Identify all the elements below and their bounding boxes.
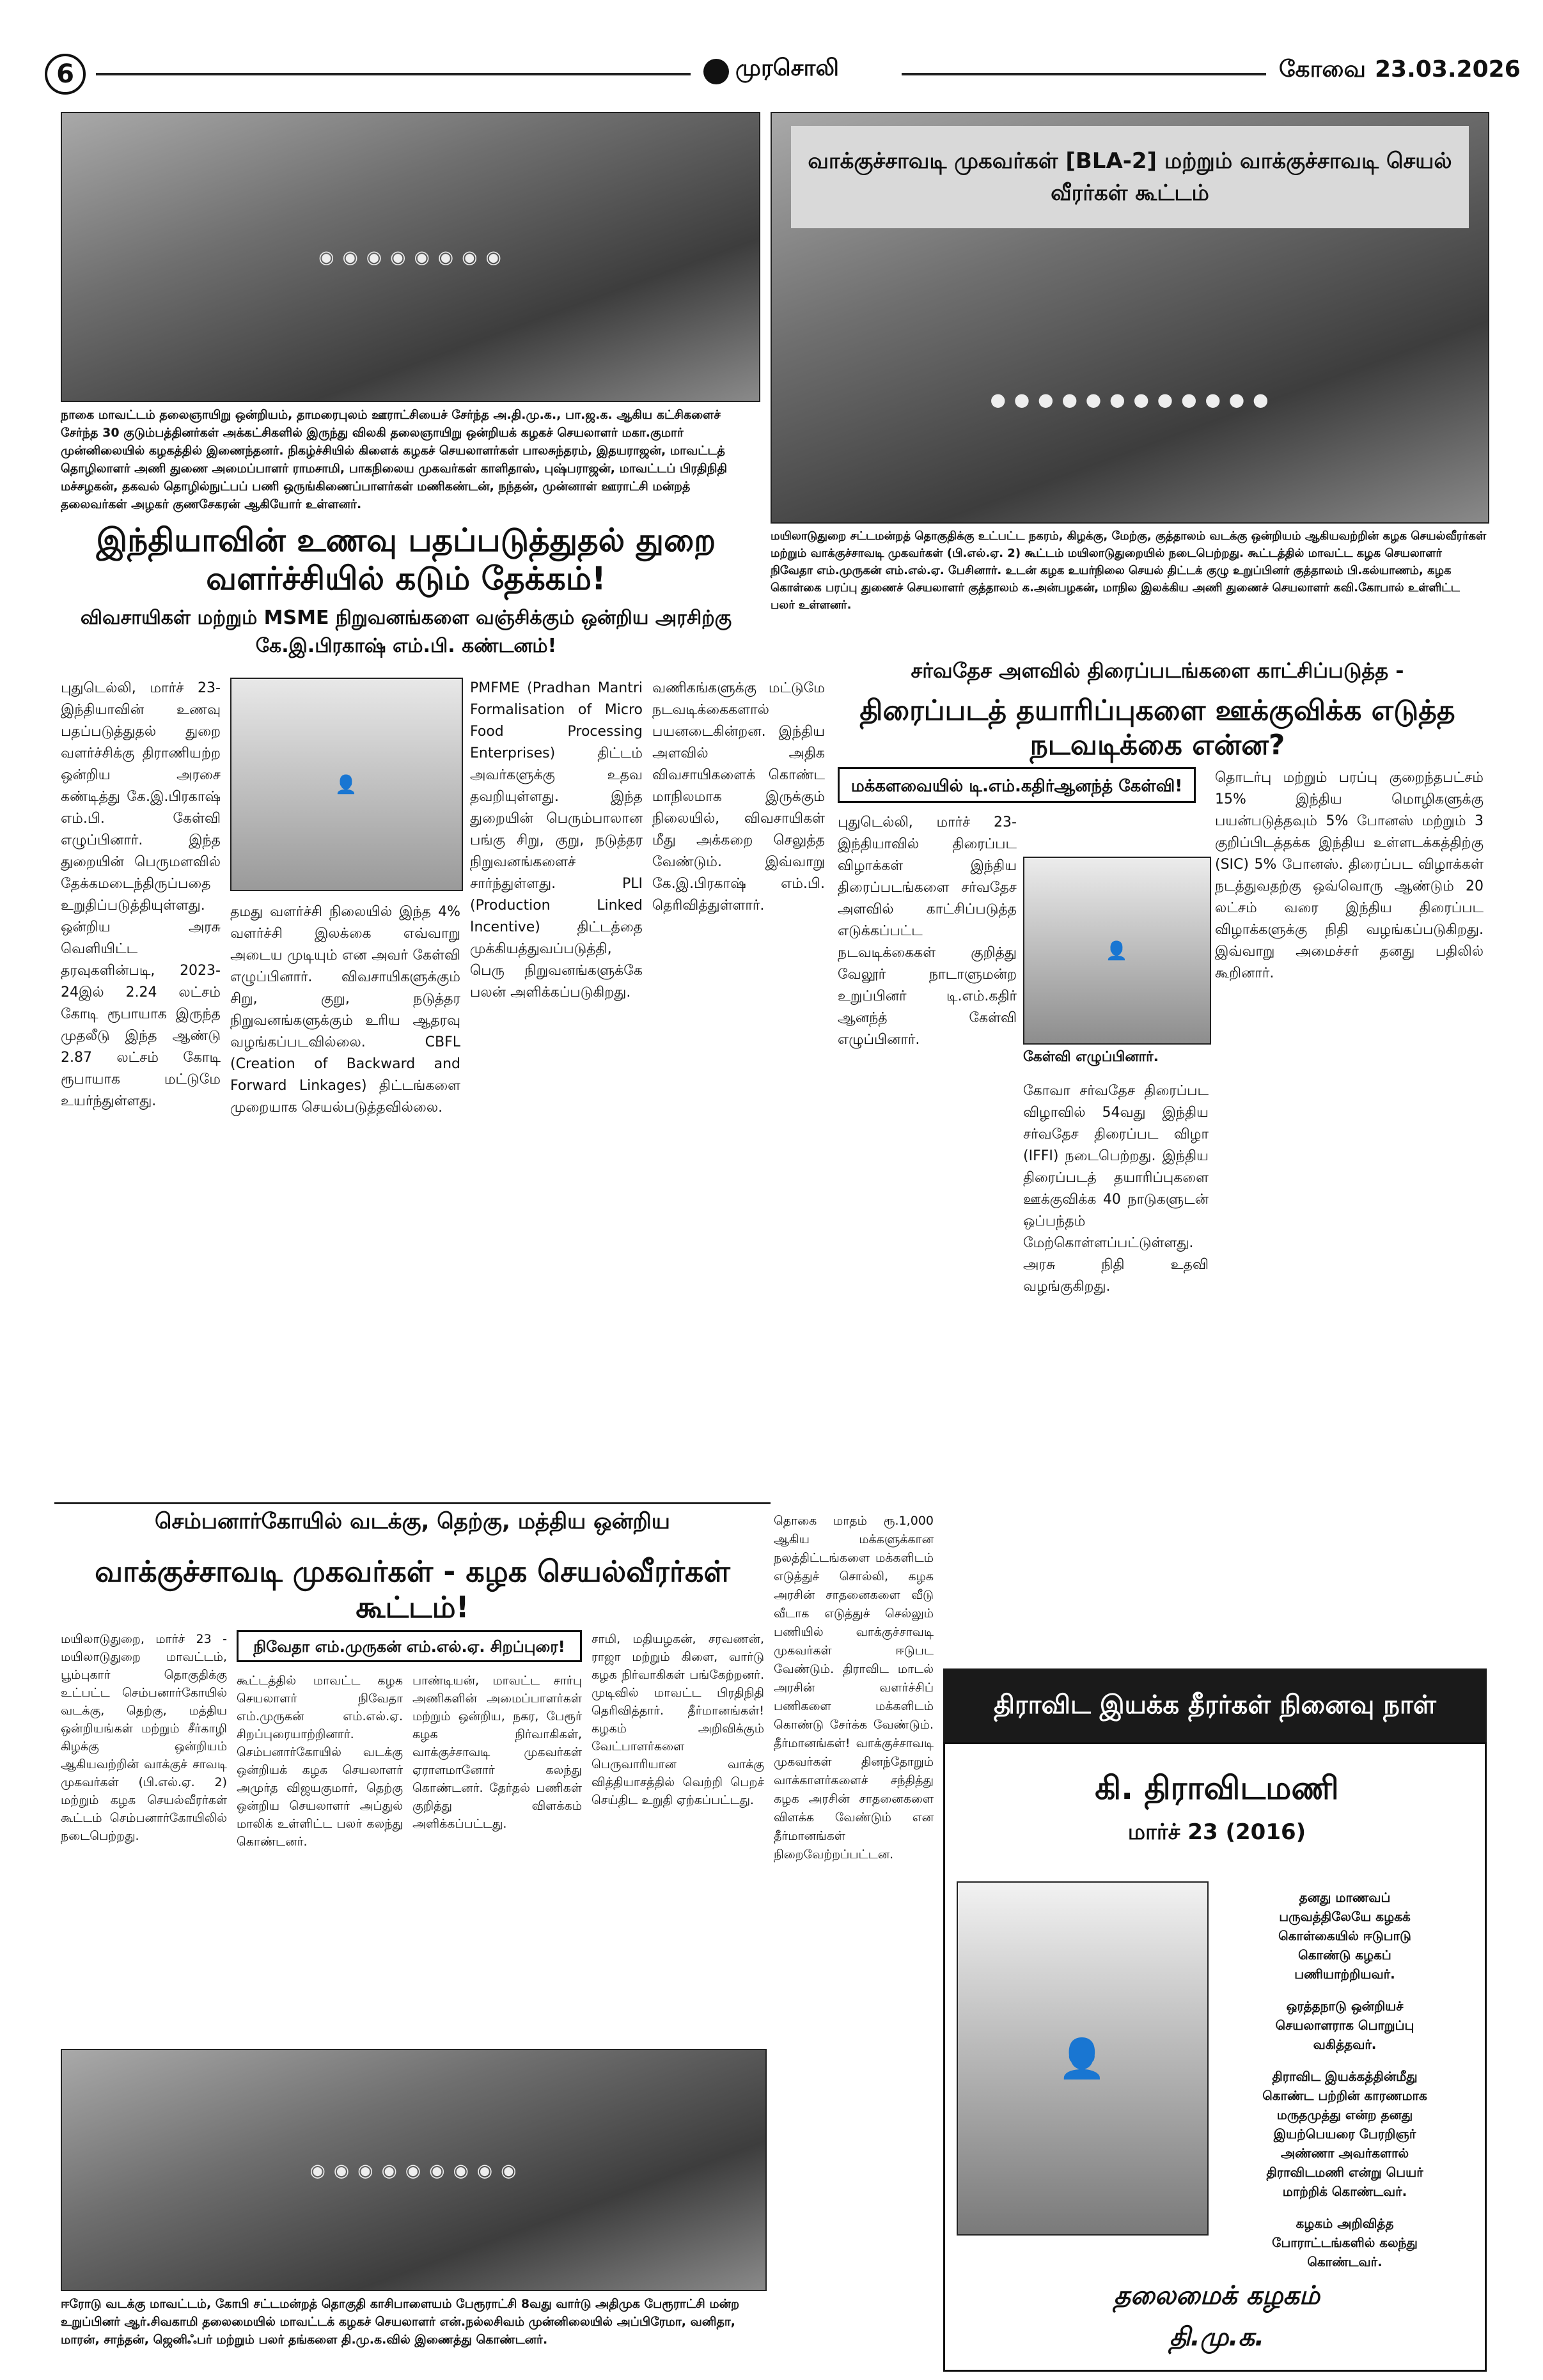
page-number: 6 [45, 54, 86, 95]
film-col-3: தொடர்பு மற்றும் பரப்பு குறைந்தபட்சம் 15% இந்திய மொழிகளுக்கு பயன்படுத்தவும் 5% போனஸ் மற்றும் 3 குறிப்பிடத்தக்க இந்திய உள்ளடக்கத்திற்கு (SIC) 5% போனஸ். திரைப்பட விழாக்கள் நடத்துவதற்கு ஒவ்வொரு ஆண்டும் 20 லட்சம் வரை இந்திய திரைப்பட விழாக்களுக்கு நிதி வழங்கப்படுகிறது. இவ்வாறு அமைச்சர் தனது பதிலில் கூறினார். [1215, 770, 1484, 981]
bio-line: கொள்கையில் ஈடுபாடு [1278, 1928, 1411, 1943]
people-group-image: ◉ ◉ ◉ ◉ ◉ ◉ ◉ ◉ [318, 246, 503, 268]
kathir-anand-portrait [1023, 857, 1211, 1045]
masthead [45, 50, 1521, 96]
bio-line: ஒரத்தநாடு ஒன்றியச் [1286, 1998, 1404, 2014]
bottom-photo [61, 2049, 767, 2291]
booth-kicker: செம்பனார்கோயில் வடக்கு, தெற்கு, மத்திய ஒன்றிய [155, 1509, 670, 1534]
bio-line: செயலாளராக பொறுப்பு [1275, 2018, 1414, 2033]
bio-line: அண்ணா அவர்களால் [1280, 2145, 1409, 2161]
city: கோவை [1279, 56, 1366, 82]
booth-col-4: சாமி, மதியழகன், சரவணன், ராஜா மற்றும் கிளை, வார்டு கழக நிர்வாகிகள் பங்கேற்றனர். முடிவில் மாவட்ட பிரதிநிதி தெரிவித்தார். தீர்மானங்கள்! கழகம் அறிவிக்கும் வேட்பாளர்களை பெருவாரியான வாக்கு வித்தியாசத்தில் வெற்றி பெறச் செய்திட உறுதி ஏற்கப்பட்டது. [591, 1632, 764, 1807]
bio-line: திராவிடமணி என்று பெயர் [1266, 2165, 1423, 2180]
bio-line: திராவிட இயக்கத்தின்மீது [1272, 2069, 1418, 2084]
memorial-bio [1214, 1888, 1476, 2284]
booth-col-1: மயிலாடுதுறை, மார்ச் 23 - மயிலாடுதுறை மாவட்டம், பூம்புகார் தொகுதிக்கு உட்பட்ட செம்பனார்கோயில் வடக்கு, தெற்கு, மத்திய ஒன்றியங்கள் மற்றும் சீர்காழி கிழக்கு ஒன்றியம் ஆகியவற்றின் வாக்குச் சாவடி முகவர்கள் (பி.எல்.ஏ. 2) மற்றும் கழக செயல்வீரர்கள் கூட்டம் செம்பனார்கோயிலில் நடைபெற்றது. [61, 1632, 227, 1843]
bio-line: இயற்பெயரை பேரறிஞர் [1273, 2126, 1416, 2142]
film-headline: திரைப்படத் தயாரிப்புகளை ஊக்குவிக்க எடுத்த நடவடிக்கை என்ன? [859, 694, 1455, 761]
portrait-icon-2: 👤 [1105, 940, 1129, 961]
bio-line: பணியாற்றியவர். [1294, 1966, 1395, 1982]
top-left-photo [61, 112, 760, 402]
bio-line: கழகம் அறிவித்த [1296, 2216, 1394, 2231]
masthead-rule-left [96, 73, 691, 75]
booth-headline: வாக்குச்சாவடி முகவர்கள் - கழக செயல்வீரர்கள் கூட்டம்! [95, 1554, 730, 1624]
bio-line: போராட்டங்களில் கலந்து [1272, 2235, 1418, 2250]
film-col-1: புதுடெல்லி, மார்ச் 23- இந்தியாவில் திரைப்பட விழாக்கள் இந்திய திரைப்படங்களை சர்வதேச அளவில் காட்சிப்படுத்த எடுக்கப்பட்ட நடவடிக்கைகள் குறித்து வேலூர் நாடாளுமன்ற உறுப்பினர் டி.எம்.கதிர் ஆனந்த் கேள்வி எழுப்பினார். [838, 814, 1017, 1048]
film-kicker: சர்வதேச அளவில் திரைப்படங்களை காட்சிப்படுத்த - [911, 658, 1404, 683]
film-col-2: கோவா சர்வதேச திரைப்பட விழாவில் 54வது இந்திய சர்வதேச திரைப்பட விழா (IFFI) நடைபெற்றது. இந்திய திரைப்படத் தயாரிப்புகளை ஊக்குவிக்க 40 நாடுகளுடன் ஒப்பந்தம் மேற்கொள்ளப்பட்டுள்ளது. அரசு நிதி உதவி வழங்குகிறது. [1023, 1083, 1209, 1295]
prakash-portrait [230, 678, 463, 891]
bio-line: கொண்ட பற்றின் காரணமாக [1262, 2088, 1427, 2103]
bio-line: மருதமுத்து என்ற தனது [1276, 2107, 1413, 2122]
portrait-icon-3: 👤 [1058, 2036, 1108, 2081]
group-image-2: ◉ ◉ ◉ ◉ ◉ ◉ ◉ ◉ ◉ [309, 2159, 518, 2181]
logo-icon [703, 59, 729, 84]
top-right-photo-caption: மயிலாடுதுறை சட்டமன்றத் தொகுதிக்கு உட்பட்ட நகரம், கிழக்கு, மேற்கு, குத்தாலம் வடக்கு ஒன்றியம் ஆகியவற்றின் கழக செயல்வீரர்கள் மற்றும் வாக்குச்சாவடி முகவர்கள் (பி.எல்.ஏ. 2) கூட்டம் மயிலாடுதுறையில் நடைபெற்றது. கூட்டத்தில் மாவட்ட கழக செயலாளர் நிவேதா எம்.முருகன் எம்.எல்.ஏ. பேசினார். உடன் கழக உயர்நிலை செயல் திட்டக் குழு உறுப்பினர் குத்தாலம் பி.கல்யாணம், கழக கொள்கை பரப்பு துணைச் செயலாளர் குத்தாலம் க.அன்பழகன், மாநில இலக்கிய அணி துணைச் செயலாளர் கவி.கோபால் உள்ளிட்ட பலர் உள்ளனர். [771, 529, 1487, 612]
lead-col-4: வணிகங்களுக்கு மட்டுமே நடவடிக்கைகளால் பயனடைகின்றன. இந்திய அளவில் அதிக விவசாயிகளைக் கொண்ட மாநிலமாக இருக்கும் நிலையில், விவசாயிகள் மீது அக்கறை செலுத்த வேண்டும். இவ்வாறு கே.இ.பிரகாஷ் எம்.பி. தெரிவித்துள்ளார். [652, 680, 825, 914]
bottom-photo-caption: ஈரோடு வடக்கு மாவட்டம், கோபி சட்டமன்றத் தொகுதி காசிபாளையம் பேரூராட்சி 8வது வார்டு அதிமுக பேரூராட்சி மன்ற உறுப்பினர் ஆர்.சிவகாமி தலைமையில் மாவட்டக் கழகச் செயலாளர் என்.நல்லசிவம் முன்னிலையில் அப்பிரேமா, வனிதா, மாரன், சாந்தன், ஜெனிஃபர் மற்றும் பலர் தங்களை தி.மு.க.வில் இணைத்து கொண்டனர். [61, 2297, 740, 2347]
lead-headline: இந்தியாவின் உணவு பதப்படுத்துதல் துறை வளர்ச்சியில் கடும் தேக்கம்! [96, 522, 716, 597]
memorial-sign-2: தி.மு.க. [1169, 2322, 1265, 2352]
bio-line: கொண்டு கழகப் [1298, 1947, 1391, 1963]
lead-col-2: தமது வளர்ச்சி நிலையில் இந்த 4% வளர்ச்சி இலக்கை எவ்வாறு அடைய முடியும் என அவர் கேள்வி எழுப்பினார். விவசாயிகளுக்கும் சிறு, குறு, நடுத்தர நிறுவனங்களுக்கும் உரிய ஆதரவு வழங்கப்படவில்லை. CBFL (Creation of Backward and Forward Linkages) திட்டங்களை முறையாக செயல்படுத்தவில்லை. [230, 904, 460, 1116]
film-tag: மக்களவையில் டி.எம்.கதிர்ஆனந்த் கேள்வி! [838, 767, 1196, 803]
section-divider [54, 1502, 771, 1504]
film-photo-caption: கேள்வி எழுப்பினார். [1023, 1049, 1159, 1065]
booth-tag: நிவேதா எம்.முருகன் எம்.எல்.ஏ. சிறப்புரை! [237, 1630, 582, 1662]
portrait-icon: 👤 [334, 774, 359, 795]
paper-name: முரசொலி [735, 55, 839, 81]
memorial-header: திராவிட இயக்க தீரர்கள் நினைவு நாள் [943, 1668, 1487, 1742]
lead-subheadline: விவசாயிகள் மற்றும் MSME நிறுவனங்களை வஞ்சிக்கும் ஒன்றிய அரசிற்கு கே.இ.பிரகாஷ் எம்.பி. கண்டனம்! [80, 607, 732, 657]
top-right-photo [771, 112, 1489, 524]
booth-col-2: கூட்டத்தில் மாவட்ட கழக செயலாளர் நிவேதா எம்.முருகன் எம்.எல்.ஏ. சிறப்புரையாற்றினார். செம்பனார்கோயில் வடக்கு ஒன்றியக் கழக செயலாளர் அமுர்த விஜயகுமார், தெற்கு ஒன்றிய செயலாளர் அப்துல் மாலிக் உள்ளிட்ட பலர் கலந்து கொண்டனர். [237, 1674, 403, 1849]
bio-line: மாற்றிக் கொண்டவர். [1282, 2184, 1407, 2199]
memorial-sign-1: தலைமைக் கழகம் [1113, 2281, 1320, 2310]
bio-line: பருவத்திலேயே கழகக் [1279, 1909, 1411, 1924]
date: 23.03.2026 [1375, 56, 1521, 82]
middle-column: தொகை மாதம் ரூ.1,000 ஆகிய மக்களுக்கான நலத்திட்டங்களை மக்களிடம் எடுத்துச் சொல்லி, கழக அரசின் சாதனைகளை வீடு வீடாக எடுத்துச் செல்லும் பணியில் வாக்குச்சாவடி முகவர்கள் ஈடுபட வேண்டும். திராவிட மாடல் அரசின் வளர்ச்சிப் பணிகளை மக்களிடம் கொண்டு சேர்க்க வேண்டும். தீர்மானங்கள்! வாக்குச்சாவடி முகவர்கள் தினந்தோறும் வாக்காளர்களைச் சந்தித்து கழக அரசின் சாதனைகளை விளக்க வேண்டும் என தீர்மானங்கள் நிறைவேற்றப்பட்டன. [774, 1514, 934, 1862]
stage-banner: வாக்குச்சாவடி முகவர்கள் [BLA-2] மற்றும் வாக்குச்சாவடி செயல் வீரர்கள் கூட்டம் [791, 126, 1469, 228]
lead-col-1: புதுடெல்லி, மார்ச் 23- இந்தியாவின் உணவு பதப்படுத்துதல் துறை வளர்ச்சிக்கு திராணியற்ற ஒன்றிய அரசை கண்டித்து கே.இ.பிரகாஷ் எம்.பி. கேள்வி எழுப்பினார். இந்த துறையின் பெருமளவில் தேக்கமடைந்திருப்பதை உறுதிப்படுத்தியுள்ளது. ஒன்றிய அரசு வெளியிட்ட தரவுகளின்படி, 2023-24இல் 2.24 லட்சம் கோடி ரூபாயாக இருந்த முதலீடு இந்த ஆண்டு 2.87 லட்சம் கோடி ரூபாயாக மட்டுமே உயர்ந்துள்ளது. [61, 680, 221, 1109]
memorial-name: கி. திராவிடமணி [1095, 1769, 1339, 1807]
memorial-box [943, 1742, 1487, 2372]
top-left-photo-caption: நாகை மாவட்டம் தலைஞாயிறு ஒன்றியம், தாமரைபுலம் ஊராட்சியைச் சேர்ந்த அ.தி.மு.க., பா.ஜ.க. ஆகிய கட்சிகளைச் சேர்ந்த 30 குடும்பத்தினர்கள் அக்கட்சிகளில் இருந்து விலகி தலைஞாயிறு ஒன்றியக் கழகச் செயலாளர் மகா.குமார் முன்னிலையில் கழகத்தில் இணைந்தனர். நிகழ்ச்சியில் கிளைக் கழகச் செயலாளர்கள் பாலசுந்தரம், இதயராஜன், மாவட்டத் தொழிலாளர் அணி துணை அமைப்பாளர் ராமசாமி, பாகநிலைய முகவர்கள் காளிதாஸ், புஷ்பராஜன், மாவட்டப் பிரதிநிதி மச்சழகன், தகவல் தொழில்நுட்பப் பணி ஒருங்கிணைப்பாளர்கள் மணிகண்டன், நந்தன், முன்னாள் ஊராட்சி மன்றத் தலைவர்கள் அழகர் குணசேகரன் ஆகியோர் உள்ளனர். [61, 408, 728, 511]
memorial-portrait [957, 1881, 1209, 2236]
bio-line: வகித்தவர். [1313, 2037, 1377, 2052]
booth-col-3: பாண்டியன், மாவட்ட சார்பு அணிகளின் அமைப்பாளர்கள் மற்றும் ஒன்றிய, நகர, பேரூர் கழக நிர்வாகிகள், வாக்குச்சாவடி முகவர்கள் ஏராளமானோர் கலந்து கொண்டனர். தேர்தல் பணிகள் குறித்து விளக்கம் அளிக்கப்பட்டது. [412, 1674, 582, 1831]
bio-line: தனது மாணவப் [1299, 1890, 1391, 1905]
lead-col-3: PMFME (Pradhan Mantri Formalisation of Micro Food Processing Enterprises) திட்டம் அவர்களுக்கு உதவ தவறியுள்ளது. இந்த துறையின் பெரும்பாலான பங்கு சிறு, குறு, நடுத்தர நிறுவனங்களைச் சார்ந்துள்ளது. PLI (Production Linked Incentive) திட்டத்தை முக்கியத்துவப்படுத்தி, பெரு நிறுவனங்களுக்கே பலன் அளிக்கப்படுகிறது. [470, 680, 643, 1000]
audience-image: ● ● ● ● ● ● ● ● ● ● ● ● [990, 389, 1270, 410]
memorial-date: மார்ச் 23 (2016) [1127, 1819, 1306, 1845]
masthead-rule-right [902, 73, 1266, 75]
bio-line: கொண்டவர். [1307, 2254, 1382, 2269]
